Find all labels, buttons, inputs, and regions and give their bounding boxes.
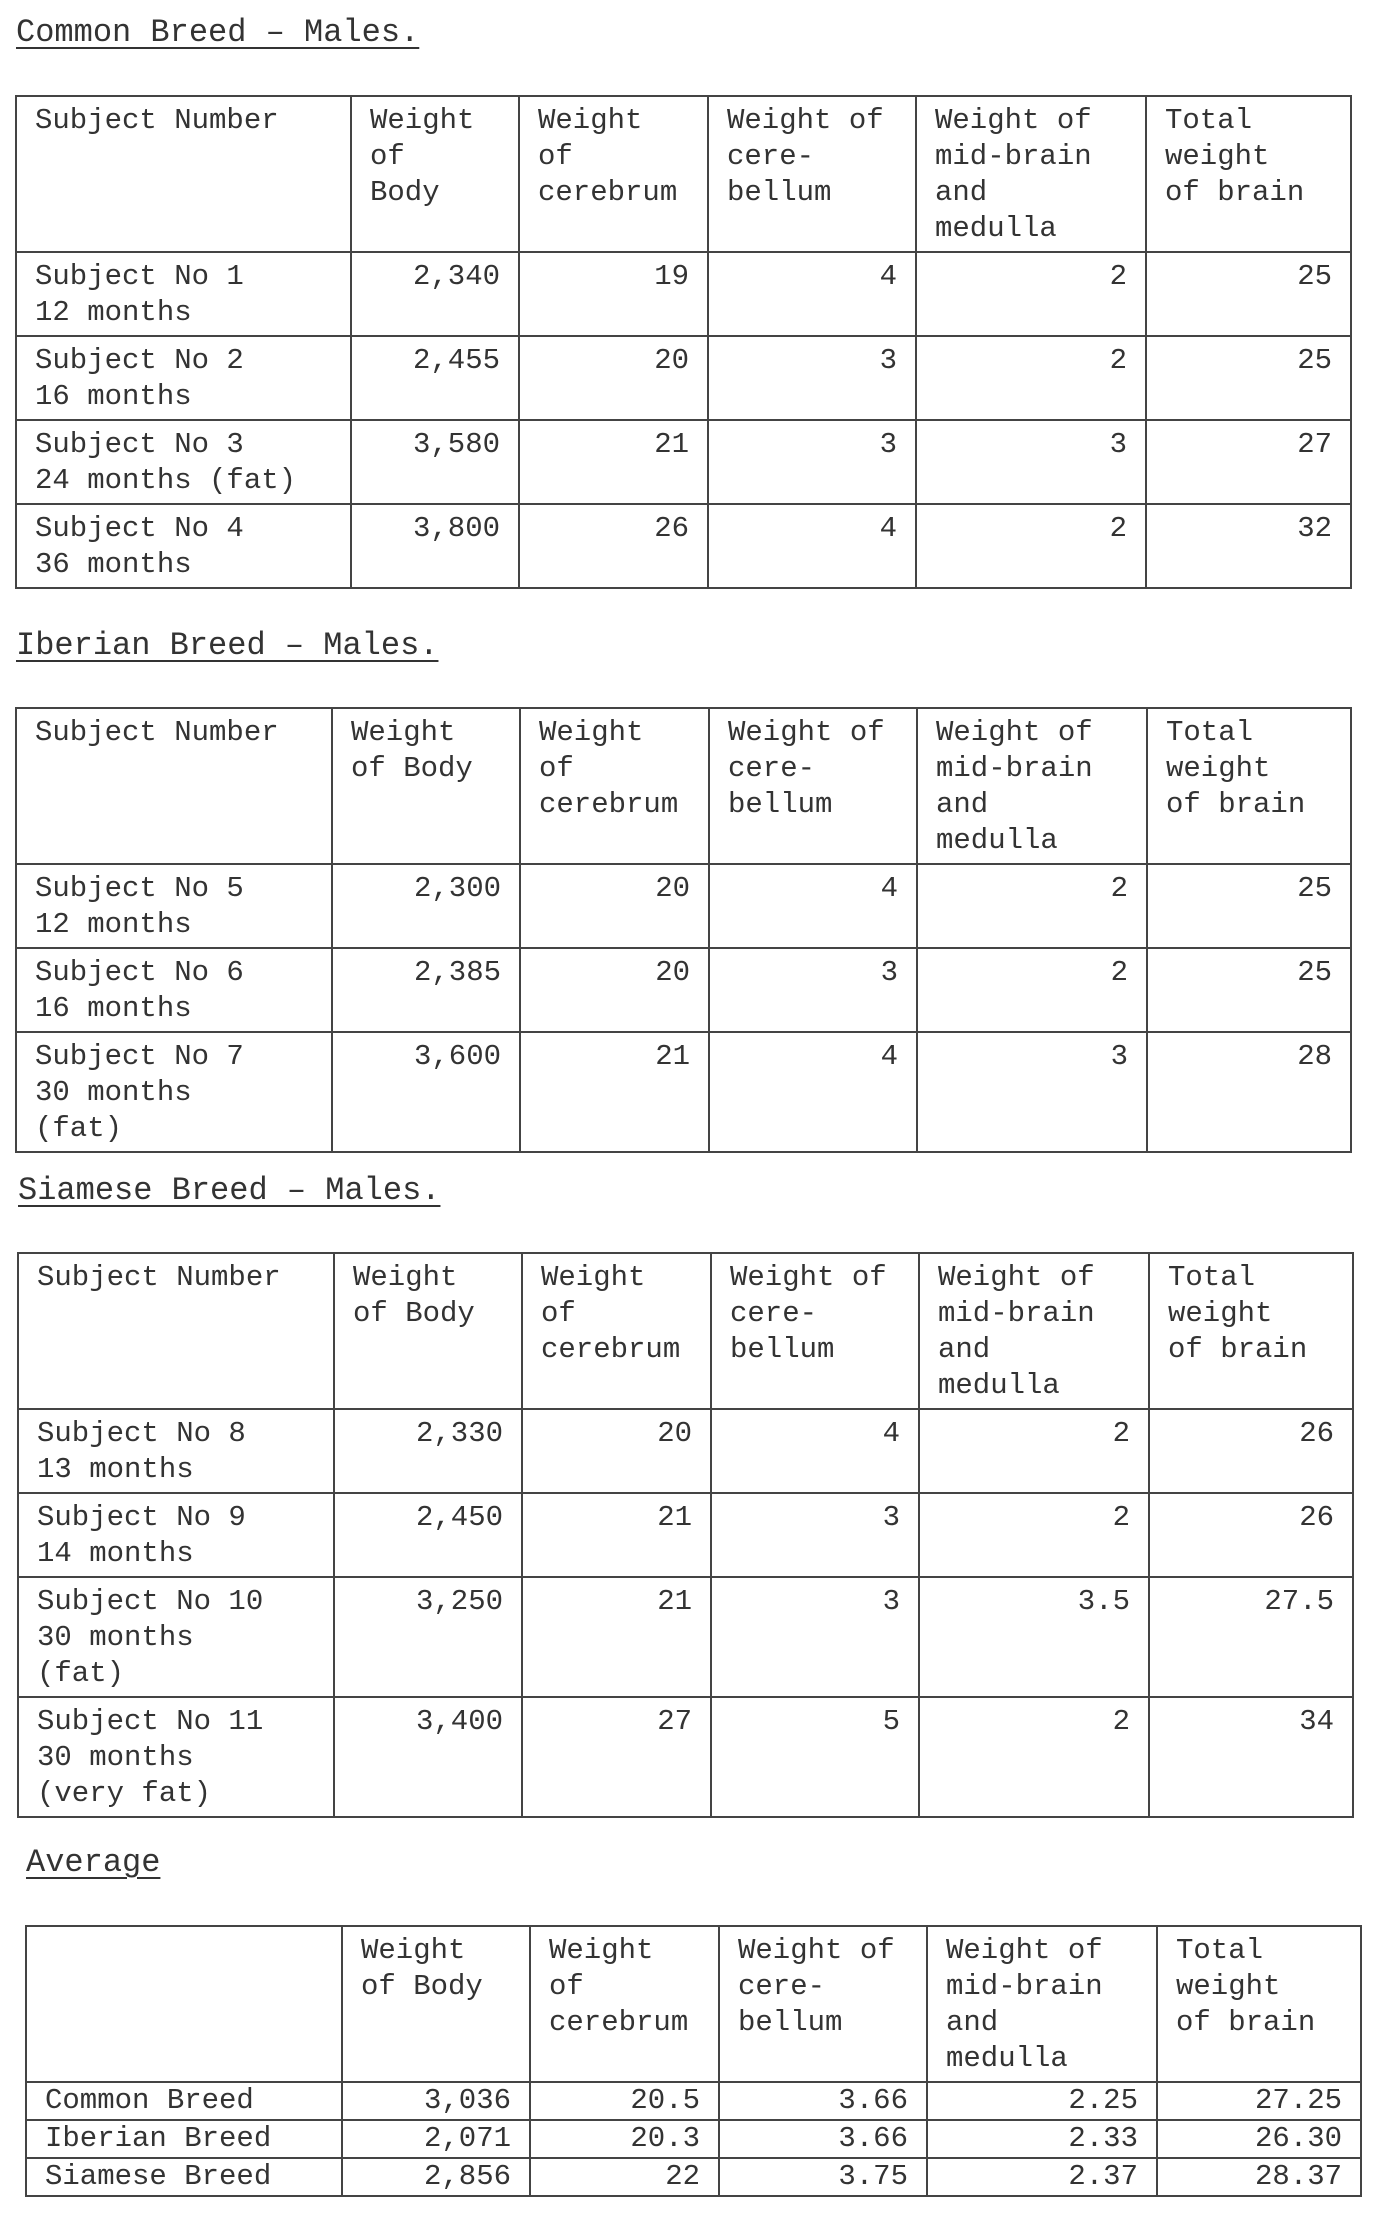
table-row: [18, 1697, 1353, 1817]
cerebellum-weight-cell: 4: [711, 1409, 919, 1493]
cerebrum-weight-cell: 19: [519, 252, 708, 336]
cerebrum-weight-cell: 20.5: [530, 2082, 719, 2120]
average-table: [25, 1925, 1362, 2197]
col-header-total: Total weight of brain: [1149, 1253, 1353, 1409]
cerebellum-weight-cell: 3.75: [719, 2158, 927, 2196]
body-weight-cell: 2,300: [332, 864, 520, 948]
subject-cell: Subject No 4 36 months: [16, 504, 351, 588]
cerebrum-weight-cell: 20: [520, 948, 709, 1032]
cerebellum-weight-cell: 4: [708, 252, 916, 336]
table-header-row: [16, 708, 1351, 864]
col-header-total: Total weight of brain: [1147, 708, 1351, 864]
col-header-cerebellum: Weight of cere- bellum: [711, 1253, 919, 1409]
col-header-cerebrum: Weight of cerebrum: [520, 708, 709, 864]
iberian-breed-title: Iberian Breed – Males.: [16, 627, 439, 664]
total-weight-cell: 34: [1149, 1697, 1353, 1817]
body-weight-cell: 2,455: [351, 336, 519, 420]
cerebellum-weight-cell: 3.66: [719, 2082, 927, 2120]
col-header-cerebellum: Weight of cere- bellum: [709, 708, 917, 864]
cerebellum-weight-cell: 3: [711, 1577, 919, 1697]
col-header-body: Weight of Body: [342, 1926, 530, 2082]
breed-label-cell: Siamese Breed: [26, 2158, 342, 2196]
cerebellum-weight-cell: 3: [709, 948, 917, 1032]
subject-cell: Subject No 9 14 months: [18, 1493, 334, 1577]
table-row: [26, 2082, 1361, 2120]
midbrain-weight-cell: 3: [917, 1032, 1147, 1152]
cerebrum-weight-cell: 21: [522, 1577, 711, 1697]
total-weight-cell: 25: [1146, 252, 1351, 336]
midbrain-weight-cell: 2.25: [927, 2082, 1157, 2120]
total-weight-cell: 25: [1147, 948, 1351, 1032]
breed-label-cell: Common Breed: [26, 2082, 342, 2120]
table-row: [16, 948, 1351, 1032]
cerebellum-weight-cell: 3: [708, 336, 916, 420]
col-header-cerebrum: Weight of cerebrum: [530, 1926, 719, 2082]
col-header-midbrain: Weight of mid-brain and medulla: [917, 708, 1147, 864]
midbrain-weight-cell: 2: [916, 504, 1146, 588]
subject-cell: Subject No 5 12 months: [16, 864, 332, 948]
body-weight-cell: 3,400: [334, 1697, 522, 1817]
body-weight-cell: 2,340: [351, 252, 519, 336]
col-header-cerebellum: Weight of cere- bellum: [719, 1926, 927, 2082]
cerebellum-weight-cell: 4: [709, 864, 917, 948]
subject-cell: Subject No 6 16 months: [16, 948, 332, 1032]
midbrain-weight-cell: 2: [917, 864, 1147, 948]
body-weight-cell: 3,800: [351, 504, 519, 588]
common-breed-table: [15, 95, 1352, 589]
table-row: [16, 1032, 1351, 1152]
table-row: [16, 504, 1351, 588]
table-row: [16, 420, 1351, 504]
cerebrum-weight-cell: 21: [519, 420, 708, 504]
cerebellum-weight-cell: 5: [711, 1697, 919, 1817]
col-header-midbrain: Weight of mid-brain and medulla: [927, 1926, 1157, 2082]
table-row: [18, 1409, 1353, 1493]
table-header-row: [18, 1253, 1353, 1409]
midbrain-weight-cell: 2: [919, 1409, 1149, 1493]
col-header-body: Weight of Body: [332, 708, 520, 864]
subject-cell: Subject No 3 24 months (fat): [16, 420, 351, 504]
total-weight-cell: 26: [1149, 1409, 1353, 1493]
cerebrum-weight-cell: 20: [522, 1409, 711, 1493]
col-header-midbrain: Weight of mid-brain and medulla: [916, 96, 1146, 252]
body-weight-cell: 2,450: [334, 1493, 522, 1577]
cerebellum-weight-cell: 3: [711, 1493, 919, 1577]
table-row: [16, 336, 1351, 420]
table-row: [16, 864, 1351, 948]
body-weight-cell: 2,071: [342, 2120, 530, 2158]
cerebrum-weight-cell: 21: [520, 1032, 709, 1152]
subject-cell: Subject No 1 12 months: [16, 252, 351, 336]
midbrain-weight-cell: 2: [919, 1493, 1149, 1577]
body-weight-cell: 3,036: [342, 2082, 530, 2120]
common-breed-title: Common Breed – Males.: [16, 14, 420, 51]
col-header-cerebellum: Weight of cere- bellum: [708, 96, 916, 252]
total-weight-cell: 27: [1146, 420, 1351, 504]
midbrain-weight-cell: 2: [919, 1697, 1149, 1817]
table-row: [26, 2158, 1361, 2196]
midbrain-weight-cell: 3: [916, 420, 1146, 504]
iberian-breed-table: [15, 707, 1352, 1153]
cerebrum-weight-cell: 20: [519, 336, 708, 420]
breed-label-cell: Iberian Breed: [26, 2120, 342, 2158]
total-weight-cell: 28.37: [1157, 2158, 1361, 2196]
total-weight-cell: 26.30: [1157, 2120, 1361, 2158]
cerebrum-weight-cell: 27: [522, 1697, 711, 1817]
body-weight-cell: 2,330: [334, 1409, 522, 1493]
col-header-cerebrum: Weight of cerebrum: [519, 96, 708, 252]
table-header-row: [16, 96, 1351, 252]
cerebrum-weight-cell: 26: [519, 504, 708, 588]
cerebrum-weight-cell: 21: [522, 1493, 711, 1577]
body-weight-cell: 3,600: [332, 1032, 520, 1152]
table-row: [18, 1577, 1353, 1697]
siamese-breed-table: [17, 1252, 1354, 1818]
average-title: Average: [26, 1844, 161, 1881]
subject-cell: Subject No 7 30 months (fat): [16, 1032, 332, 1152]
midbrain-weight-cell: 2.37: [927, 2158, 1157, 2196]
total-weight-cell: 28: [1147, 1032, 1351, 1152]
col-header-total: Total weight of brain: [1157, 1926, 1361, 2082]
body-weight-cell: 3,250: [334, 1577, 522, 1697]
midbrain-weight-cell: 2: [917, 948, 1147, 1032]
col-header-subject: Subject Number: [16, 96, 351, 252]
table-header-row: [26, 1926, 1361, 2082]
table-row: [16, 252, 1351, 336]
subject-cell: Subject No 11 30 months (very fat): [18, 1697, 334, 1817]
subject-cell: Subject No 10 30 months (fat): [18, 1577, 334, 1697]
body-weight-cell: 2,385: [332, 948, 520, 1032]
total-weight-cell: 26: [1149, 1493, 1353, 1577]
col-header-cerebrum: Weight of cerebrum: [522, 1253, 711, 1409]
col-header-midbrain: Weight of mid-brain and medulla: [919, 1253, 1149, 1409]
table-row: [26, 2120, 1361, 2158]
cerebrum-weight-cell: 22: [530, 2158, 719, 2196]
total-weight-cell: 25: [1146, 336, 1351, 420]
cerebellum-weight-cell: 3.66: [719, 2120, 927, 2158]
col-header-body: Weight of Body: [334, 1253, 522, 1409]
siamese-breed-title: Siamese Breed – Males.: [18, 1172, 441, 1209]
subject-cell: Subject No 2 16 months: [16, 336, 351, 420]
table-row: [18, 1493, 1353, 1577]
col-header-subject: Subject Number: [16, 708, 332, 864]
total-weight-cell: 27.5: [1149, 1577, 1353, 1697]
col-header-subject: Subject Number: [18, 1253, 334, 1409]
subject-cell: Subject No 8 13 months: [18, 1409, 334, 1493]
total-weight-cell: 32: [1146, 504, 1351, 588]
cerebellum-weight-cell: 4: [709, 1032, 917, 1152]
midbrain-weight-cell: 2.33: [927, 2120, 1157, 2158]
cerebellum-weight-cell: 3: [708, 420, 916, 504]
cerebrum-weight-cell: 20: [520, 864, 709, 948]
midbrain-weight-cell: 2: [916, 336, 1146, 420]
midbrain-weight-cell: 2: [916, 252, 1146, 336]
col-header-body: Weight of Body: [351, 96, 519, 252]
midbrain-weight-cell: 3.5: [919, 1577, 1149, 1697]
body-weight-cell: 3,580: [351, 420, 519, 504]
body-weight-cell: 2,856: [342, 2158, 530, 2196]
cerebrum-weight-cell: 20.3: [530, 2120, 719, 2158]
total-weight-cell: 27.25: [1157, 2082, 1361, 2120]
cerebellum-weight-cell: 4: [708, 504, 916, 588]
col-header-blank: [26, 1926, 342, 2082]
total-weight-cell: 25: [1147, 864, 1351, 948]
col-header-total: Total weight of brain: [1146, 96, 1351, 252]
